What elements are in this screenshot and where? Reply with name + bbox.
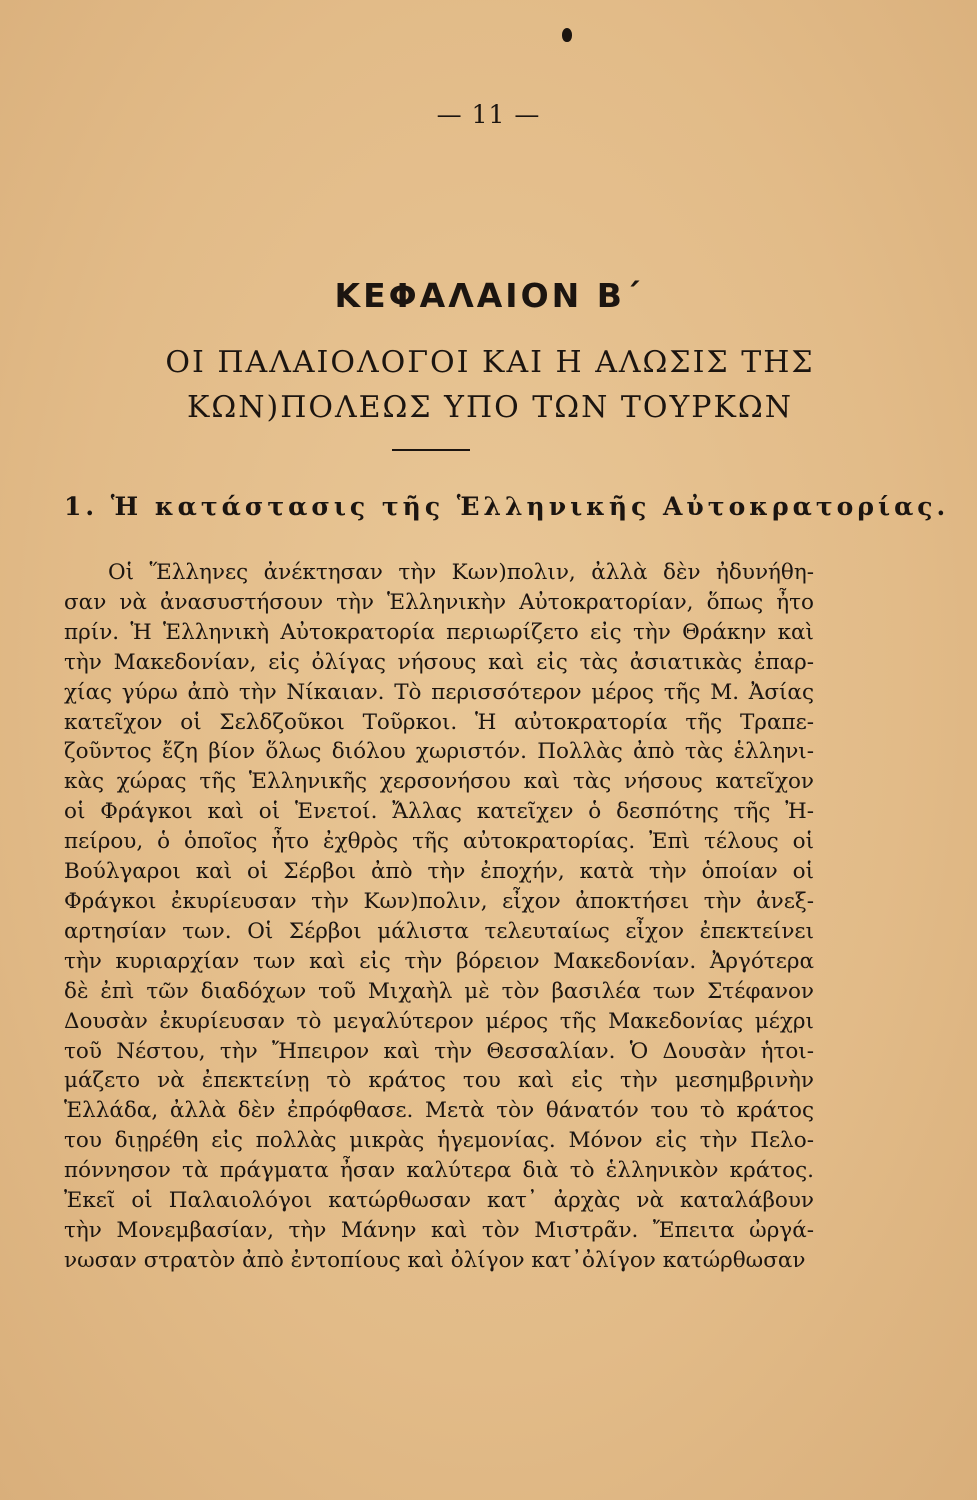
- body-line: μάζετο νὰ ἐπεκτείνῃ τὸ κράτος του καὶ εἰς τὴν μεσημβρινὴν: [64, 1068, 814, 1094]
- body-line: τοῦ Νέστου, τὴν Ἤπειρον καὶ τὴν Θεσσαλίαν. Ὁ Δουσὰν ἡτοι-: [64, 1038, 814, 1064]
- body-line: κὰς χώρας τῆς Ἑλληνικῆς χερσονήσου καὶ τὰς νήσους κατεῖχον: [64, 769, 814, 795]
- body-line: νωσαν στρατὸν ἀπὸ ἐντοπίους καὶ ὀλίγον κατ᾿ὀλίγον κατώρθωσαν: [64, 1247, 806, 1273]
- body-line: Ἑλλάδα, ἀλλὰ δὲν ἐπρόφθασε. Μετὰ τὸν θάνατόν του τὸ κράτος: [64, 1098, 814, 1124]
- body-line: αρτησίαν των. Οἱ Σέρβοι μάλιστα τελευταίως εἶχον ἐπεκτείνει: [64, 918, 814, 944]
- body-line: τὴν Μακεδονίαν, εἰς ὀλίγας νήσους καὶ εἰς τὰς ἀσιατικὰς ἐπαρ-: [64, 649, 814, 675]
- ink-spot: [562, 28, 572, 42]
- body-paragraph: [64, 558, 814, 1276]
- chapter-title: [40, 340, 940, 430]
- body-line: οἱ Φράγκοι καὶ οἱ Ἑνετοί. Ἄλλας κατεῖχεν ὁ δεσπότης τῆς Ἠ-: [64, 799, 814, 825]
- body-line: Δουσὰν ἐκυρίευσαν τὸ μεγαλύτερον μέρος τῆς Μακεδονίας μέχρι: [64, 1008, 814, 1034]
- body-line: πείρου, ὁ ὁποῖος ἦτο ἐχθρὸς τῆς αὐτοκρατορίας. Ἐπὶ τέλους οἱ: [64, 829, 814, 855]
- chapter-label: ΚΕΦΑΛΑΙΟΝ Β΄: [334, 276, 643, 315]
- chapter-title-line-1: ΟΙ ΠΑΛΑΙΟΛΟΓΟΙ ΚΑΙ Η ΑΛΩΣΙΣ ΤΗΣ: [165, 345, 815, 380]
- body-line: πόννησον τὰ πράγματα ἦσαν καλύτερα διὰ τὸ ἑλληνικὸν κράτος.: [64, 1158, 814, 1184]
- body-line: δὲ ἐπὶ τῶν διαδόχων τοῦ Μιχαὴλ μὲ τὸν βασιλέα των Στέφανον: [64, 978, 814, 1004]
- body-line: Βούλγαροι καὶ οἱ Σέρβοι ἀπὸ τὴν ἐποχήν, κατὰ τὴν ὁποίαν οἱ: [64, 859, 814, 885]
- body-line: τὴν κυριαρχίαν των καὶ εἰς τὴν βόρειον Μακεδονίαν. Ἀργότερα: [64, 948, 814, 974]
- body-line: Ἐκεῖ οἱ Παλαιολόγοι κατώρθωσαν κατ᾿ ἀρχὰς νὰ καταλάβουν: [64, 1188, 814, 1214]
- body-line: Φράγκοι ἐκυρίευσαν τὴν Κων)πολιν, εἶχον ἀποκτήσει τὴν ἀνεξ-: [64, 888, 814, 914]
- page-number: — 11 —: [436, 100, 541, 129]
- body-line: ζοῦντος ἔζη βίον ὅλως διόλου χωριστόν. Πολλὰς ἀπὸ τὰς ἑλληνι-: [64, 739, 814, 765]
- body-line: χίας γύρω ἀπὸ τὴν Νίκαιαν. Τὸ περισσότερον μέρος τῆς Μ. Ἀσίας: [64, 679, 814, 705]
- body-line: πρίν. Ἡ Ἑλληνικὴ Αὐτοκρατορία περιωρίζετο εἰς τὴν Θράκην καὶ: [64, 619, 814, 645]
- chapter-title-line-2: ΚΩΝ)ΠΟΛΕΩΣ ΥΠΟ ΤΩΝ ΤΟΥΡΚΩΝ: [186, 390, 794, 425]
- body-line: κατεῖχον οἱ Σελδζοῦκοι Τοῦρκοι. Ἡ αὐτοκρατορία τῆς Τραπε-: [64, 709, 814, 735]
- body-line: τὴν Μονεμβασίαν, τὴν Μάνην καὶ τὸν Μιστρᾶν. Ἔπειτα ὠργά-: [64, 1217, 814, 1243]
- divider-rule: [392, 449, 470, 451]
- body-line: σαν νὰ ἀνασυστήσουν τὴν Ἑλληνικὴν Αὐτοκρατορίαν, ὅπως ἦτο: [64, 589, 814, 615]
- body-line: Οἱ Ἕλληνες ἀνέκτησαν τὴν Κων)πολιν, ἀλλὰ δὲν ἠδυνήθη-: [108, 560, 814, 585]
- section-heading: 1. Ἡ κατάστασις τῆς Ἑλληνικῆς Αὐτοκρατορίας.: [64, 492, 950, 521]
- body-line: του διῃρέθη εἰς πολλὰς μικρὰς ἡγεμονίας. Μόνον εἰς τὴν Πελο-: [64, 1128, 814, 1154]
